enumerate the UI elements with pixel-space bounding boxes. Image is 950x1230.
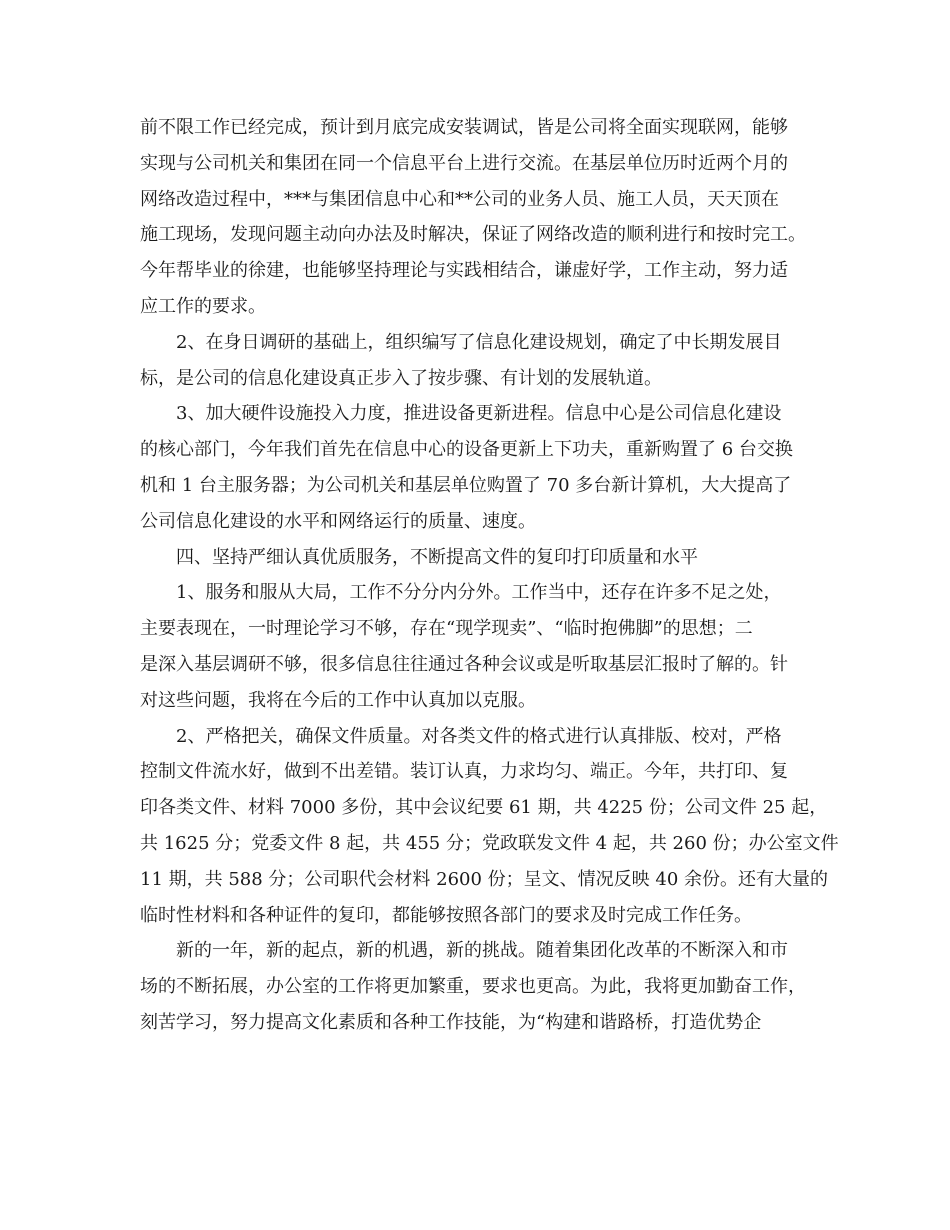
text-line: 的核心部门，今年我们首先在信息中心的设备更新上下功夫，重新购置了 6 台交换 bbox=[140, 439, 793, 461]
paragraph-start-line: 新的一年，新的起点，新的机遇，新的挑战。随着集团化改革的不断深入和市 bbox=[176, 940, 788, 962]
text-line: 刻苦学习，努力提高文化素质和各种工作技能，为“构建和谐路桥，打造优势企 bbox=[140, 1011, 762, 1033]
text-line: 11 期，共 588 分；公司职代会材料 2600 份；呈文、情况反映 40 余份。还有大量的 bbox=[140, 868, 829, 890]
text-line: 印各类文件、材料 7000 多份，其中会议纪要 61 期，共 4225 份；公司文件 25 起， bbox=[140, 797, 828, 819]
paragraph-start-line: 2、在身日调研的基础上，组织编写了信息化建设规划，确定了中长期发展目 bbox=[176, 331, 782, 353]
text-line: 前不限工作已经完成，预计到月底完成安装调试，皆是公司将全面实现联网，能够 bbox=[140, 117, 788, 138]
paragraph-start-line: 2、严格把关，确保文件质量。对各类文件的格式进行认真排版、校对，严格 bbox=[176, 725, 782, 747]
text-line: 场的不断拓展，办公室的工作将更加繁重，要求也更高。为此，我将更加勤奋工作， bbox=[140, 976, 806, 998]
text-line: 实现与公司机关和集团在同一个信息平台上进行交流。在基层单位历时近两个月的 bbox=[140, 152, 788, 174]
text-line: 共 1625 分；党委文件 8 起，共 455 分；党政联发文件 4 起，共 260 份；办公室文件 bbox=[140, 832, 839, 854]
text-line: 控制文件流水好，做到不出差错。装订认真，力求均匀、端正。今年，共打印、复 bbox=[140, 761, 788, 783]
text-line: 今年帮毕业的徐建，也能够坚持理论与实践相结合，谦虚好学，工作主动，努力适 bbox=[140, 260, 788, 282]
text-line: 主要表现在，一时理论学习不够，存在“现学现卖”、“临时抱佛脚”的思想；二 bbox=[140, 618, 753, 640]
text-line: 标，是公司的信息化建设真正步入了按步骤、有计划的发展轨道。 bbox=[140, 367, 662, 389]
text-line: 公司信息化建设的水平和网络运行的质量、速度。 bbox=[140, 510, 536, 532]
paragraph-start-line: 1、服务和服从大局，工作不分分内分外。工作当中，还存在许多不足之处， bbox=[176, 582, 782, 604]
text-line: 是深入基层调研不够，很多信息往往通过各种会议或是听取基层汇报时了解的。针 bbox=[140, 653, 788, 675]
text-line: 应工作的要求。 bbox=[140, 295, 266, 317]
text-line: 临时性材料和各种证件的复印，都能够按照各部门的要求及时完成工作任务。 bbox=[140, 904, 752, 926]
text-line: 网络改造过程中，***与集团信息中心和**公司的业务人员、施工人员，天天顶在 bbox=[140, 188, 779, 210]
text-line: 施工现场，发现问题主动向办法及时解决，保证了网络改造的顺利进行和按时完工。 bbox=[140, 224, 806, 246]
text-line: 机和 1 台主服务器；为公司机关和基层单位购置了 70 多台新计算机，大大提高了 bbox=[140, 474, 792, 496]
document-body bbox=[140, 110, 839, 1041]
paragraph-start-line: 3、加大硬件设施投入力度，推进设备更新进程。信息中心是公司信息化建设 bbox=[176, 403, 782, 425]
text-line: 对这些问题，我将在今后的工作中认真加以克服。 bbox=[140, 689, 536, 711]
section-heading: 四、坚持严细认真优质服务，不断提高文件的复印打印质量和水平 bbox=[176, 546, 698, 568]
